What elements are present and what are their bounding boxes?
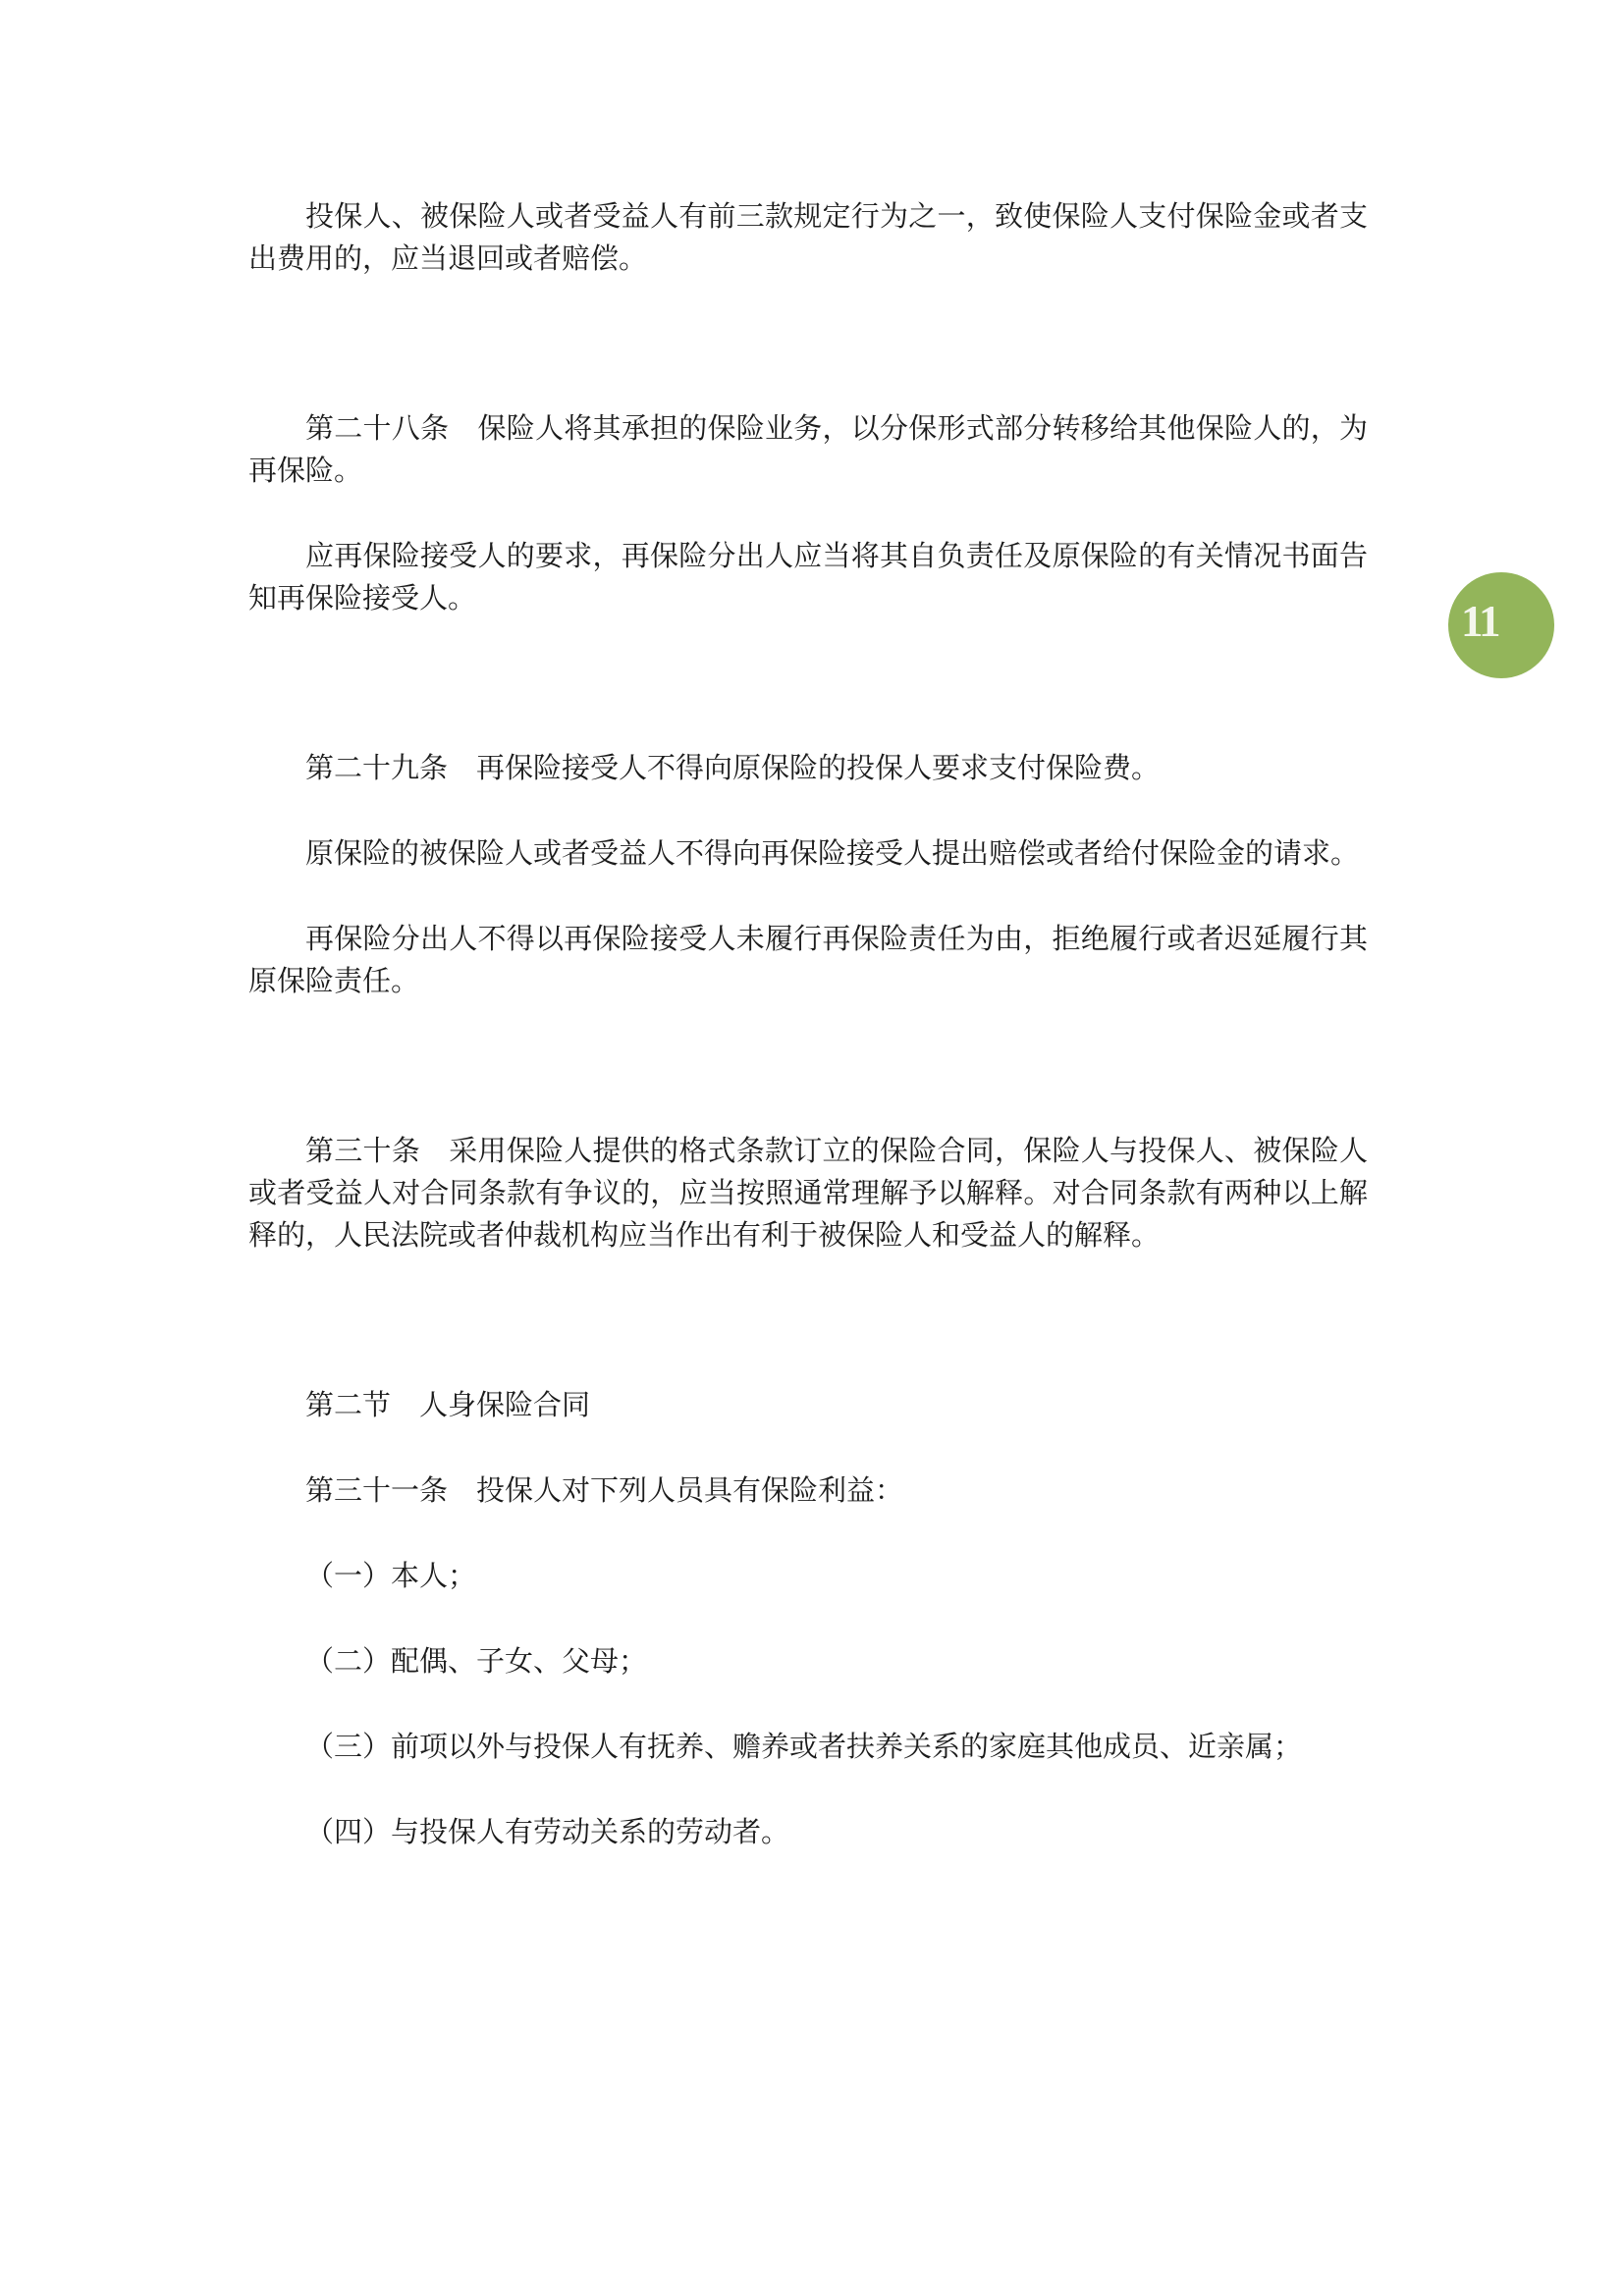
article-28-paragraph-2: 应再保险接受人的要求，再保险分出人应当将其自负责任及原保险的有关情况书面告知再保险接受人。	[248, 541, 1368, 614]
article-31-item-3: （三）前项以外与投保人有抚养、赡养或者扶养关系的家庭其他成员、近亲属；	[305, 1732, 1303, 1763]
paragraph-refund-clause: 投保人、被保险人或者受益人有前三款规定行为之一，致使保险人支付保险金或者支出费用的，应当退回或者赔偿。	[248, 201, 1368, 275]
article-30-paragraph: 第三十条 采用保险人提供的格式条款订立的保险合同，保险人与投保人、被保险人或者受益人对合同条款有争议的，应当按照通常理解予以解释。对合同条款有两种以上解释的，人民法院或者仲裁机构应当作出有利于被保险人和受益人的解释。	[248, 1136, 1368, 1252]
article-29-paragraph-3: 再保险分出人不得以再保险接受人未履行再保险责任为由，拒绝履行或者迟延履行其原保险责任。	[248, 924, 1368, 997]
page-number: 11	[1461, 597, 1499, 646]
article-28-paragraph: 第二十八条 保险人将其承担的保险业务，以分保形式部分转移给其他保险人的，为再保险。	[248, 413, 1368, 487]
article-29-paragraph-2: 原保险的被保险人或者受益人不得向再保险接受人提出赔偿或者给付保险金的请求。	[305, 838, 1360, 870]
article-31-paragraph: 第三十一条 投保人对下列人员具有保险利益：	[305, 1475, 904, 1507]
article-31-item-1: （一）本人；	[305, 1561, 477, 1592]
document-content	[248, 196, 1368, 1897]
page-number-badge	[1448, 572, 1554, 678]
article-29-paragraph: 第二十九条 再保险接受人不得向原保险的投保人要求支付保险费。	[305, 753, 1161, 784]
article-31-item-4: （四）与投保人有劳动关系的劳动者。	[305, 1817, 790, 1848]
article-31-item-2: （二）配偶、子女、父母；	[305, 1646, 648, 1678]
section-2-heading: 第二节 人身保险合同	[305, 1390, 591, 1421]
